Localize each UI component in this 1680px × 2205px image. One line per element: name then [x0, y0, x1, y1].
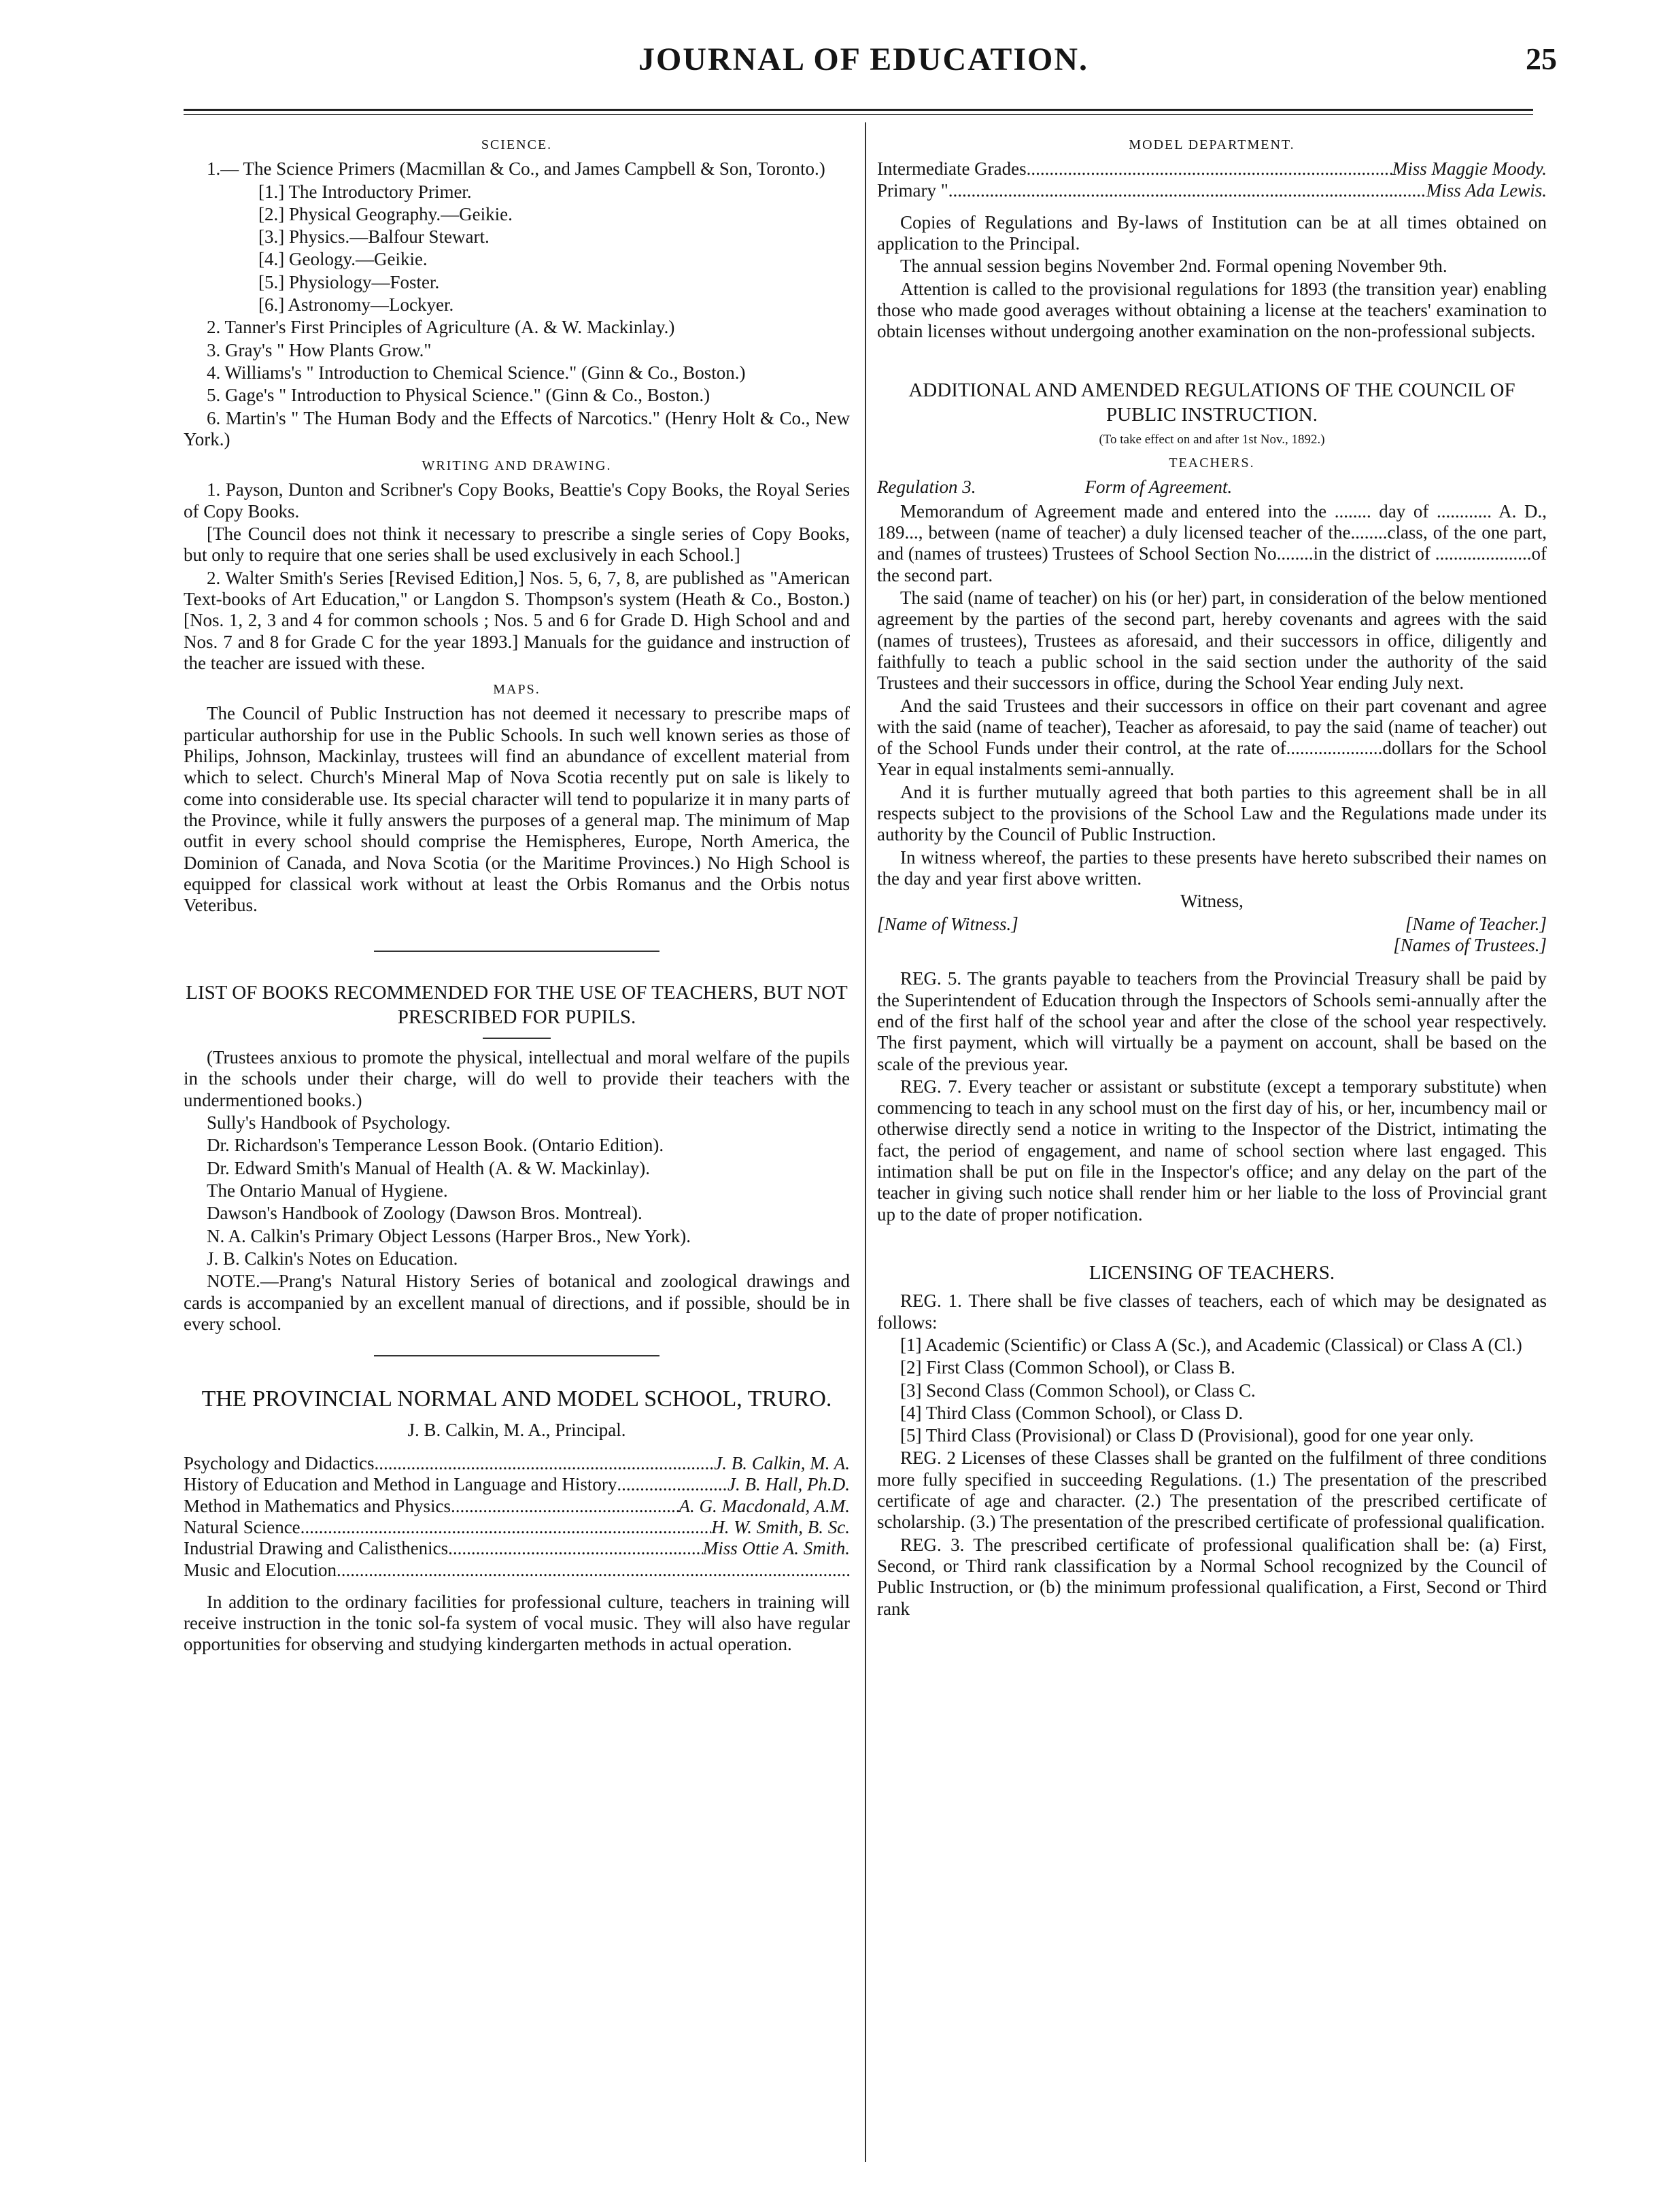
regulation-line [877, 477, 1547, 498]
book-item: Dr. Edward Smith's Manual of Health (A. & W. Mackinlay). [207, 1157, 651, 1178]
science-item: [6.] Astronomy—Lockyer. [258, 294, 454, 315]
class-item: [1] Academic (Scientific) or Class A (Sc.), and Academic (Classical) or Class A (Cl.) [900, 1334, 1522, 1355]
reg7: REG. 7. Every teacher or assistant or substitute (except a temporary substitute) when commencing to teach in any school must on the first day of his, or her, incumbency mail or otherwise directly send a notice in writing to the Inspector of the District, intimating the fact, the period of engagement, and name of school section where last engaged. This intimation shall be put on file in the Inspector's office; and any delay on the part of the teacher in giving such notice shall render him or her liable to the loss of Provincial grant up to the date of proper notification. [877, 1076, 1547, 1225]
book-item: Dr. Richardson's Temperance Lesson Book. (Ontario Edition). [207, 1135, 664, 1156]
model-teacher: Miss Maggie Moody. [1392, 158, 1547, 180]
book-item: Dawson's Handbook of Zoology (Dawson Bros. Montreal). [207, 1203, 642, 1224]
book-item: The Ontario Manual of Hygiene. [207, 1180, 448, 1201]
model-staff-row [877, 180, 1547, 201]
agreement-p5: In witness whereof, the parties to these presents have hereto subscribed their names on the day and year first above written. [877, 847, 1547, 889]
book-item: N. A. Calkin's Primary Object Lessons (Harper Bros., New York). [207, 1225, 691, 1246]
class-item: [5] Third Class (Provisional) or Class D (Provisional), good for one year only. [900, 1425, 1474, 1446]
header-rule-thin [184, 114, 1533, 115]
staff-name: J. B. Calkin, M. A. [714, 1452, 850, 1473]
reg5: REG. 5. The grants payable to teachers from the Provincial Treasury shall be paid by the Superintendent of Education through the Inspectors of Schools semi-annually after the end of the first half of the school year and after the close of the school year respectively. The first payment, which will virtually be a payment on account, shall be based on the scale of the previous year. [877, 968, 1547, 1074]
book-item: J. B. Calkin's Notes on Education. [207, 1248, 458, 1269]
licensing-reg1: REG. 1. There shall be five classes of teachers, each of which may be designated as follows: [877, 1290, 1547, 1333]
model-grade: Primary " [877, 180, 948, 201]
class-item: [3] Second Class (Common School), or Class C. [900, 1380, 1256, 1401]
maps-heading: MAPS. [493, 682, 541, 698]
regs-title: ADDITIONAL AND AMENDED REGULATIONS OF THE COUNCIL OF PUBLIC INSTRUCTION. [908, 379, 1515, 426]
books-note: NOTE.—Prang's Natural History Series of botanical and zoological drawings and cards is accompanied by an excellent manual of directions, and if possible, should be in every school. [184, 1271, 850, 1334]
section-rule [374, 1355, 659, 1356]
science-p2: 2. Tanner's First Principles of Agriculture (A. & W. Mackinlay.) [207, 317, 675, 338]
staff-row [184, 1496, 850, 1517]
staff-row [184, 1538, 850, 1559]
staff-row [184, 1560, 850, 1581]
section-rule [374, 951, 659, 952]
normal-principal: J. B. Calkin, M. A., Principal. [407, 1419, 626, 1440]
witness-label: Witness, [1180, 891, 1244, 912]
right-column [877, 129, 1547, 1621]
writing-p2: [The Council does not think it necessary to prescribe a single series of Copy Books, but only to require that one series shall be used exclusively in each School.] [184, 524, 850, 566]
writing-heading: WRITING AND DRAWING. [422, 458, 612, 474]
books-title: LIST OF BOOKS RECOMMENDED FOR THE USE OF TEACHERS, BUT NOT PRESCRIBED FOR PUPILS. [186, 981, 848, 1028]
agreement-p2: The said (name of teacher) on his (or her) part, in consideration of the below mentioned agreement by the parties of the second part, hereby covenants and agrees with the said (names of trustees), Trustees as aforesaid, and their successors in office, diligently and faithfully to teach a public school in the said section under the authority of the said Trustees and their successors in office, during the School Year ending July next. [877, 587, 1547, 694]
writing-p3: 2. Walter Smith's Series [Revised Edition,] Nos. 5, 6, 7, 8, are published as "American Text-books of Art Education," or Langdon S. Thompson's system (Heath & Co., Boston.) [Nos. 1, 2, 3 and 4 for common schools ; Nos. 5 and 6 for Grade D. High School and and Nos. 7 and 8 for Grade C for the year 1893.] Manuals for the guidance and instruction of the teacher are issued with these. [184, 567, 850, 673]
science-p4: 4. Williams's " Introduction to Chemical Science." (Ginn & Co., Boston.) [207, 362, 746, 383]
model-p2: The annual session begins November 2nd. Formal opening November 9th. [900, 256, 1447, 277]
science-item: [4.] Geology.—Geikie. [258, 249, 428, 270]
book-item: Sully's Handbook of Psychology. [207, 1112, 451, 1133]
books-intro: (Trustees anxious to promote the physical, intellectual and moral welfare of the pupils in the schools under their charge, will do well to provide their teachers with the undermentioned books.) [184, 1047, 850, 1110]
science-heading: SCIENCE. [481, 137, 553, 152]
staff-subject: Music and Elocution [184, 1559, 337, 1580]
normal-title: THE PROVINCIAL NORMAL AND MODEL SCHOOL, TRURO. [201, 1386, 832, 1412]
staff-subject: Psychology and Didactics [184, 1452, 375, 1473]
staff-name: Miss Ottie A. Smith. [702, 1538, 850, 1559]
staff-row [184, 1517, 850, 1538]
running-head [184, 41, 1557, 102]
normal-p1: In addition to the ordinary facilities for professional culture, teachers in training will receive instruction in the tonic sol-fa system of vocal music. They will also have regular opportunities for observing and studying kindergarten methods in actual operation. [184, 1591, 850, 1655]
staff-name: H. W. Smith, B. Sc. [711, 1516, 850, 1537]
staff-name: J. B. Hall, Ph.D. [727, 1474, 850, 1495]
science-p6: 6. Martin's " The Human Body and the Effects of Narcotics." (Henry Holt & Co., New York.) [184, 407, 850, 449]
agreement-p1: Memorandum of Agreement made and entered into the ........ day of ............ A. D., 189..., between (name of teacher) a duly licensed teacher of the........class, of the one part, and (names of trustees) Trustees of School Section No........in the district of .....................of the second part. [877, 500, 1547, 585]
staff-subject: Industrial Drawing and Calisthenics [184, 1538, 449, 1559]
agreement-p4: And it is further mutually agreed that both parties to this agreement shall be in all respects subject to the provisions of the School Law and the Regulations made under its authority by the Council of Public Instruction. [877, 781, 1547, 845]
header-rule [184, 109, 1533, 111]
journal-title: JOURNAL OF EDUCATION. [638, 41, 1089, 78]
staff-subject: History of Education and Method in Language and History [184, 1474, 617, 1495]
science-p5: 5. Gage's " Introduction to Physical Science." (Ginn & Co., Boston.) [207, 385, 710, 406]
science-item: [1.] The Introductory Primer. [258, 181, 472, 202]
model-teacher: Miss Ada Lewis. [1426, 180, 1547, 201]
licensing-reg2: REG. 2 Licenses of these Classes shall be granted on the fulfilment of three conditions more fully specified in succeeding Regulations. (1.) The presentation of the prescribed certificate of age and character. (2.) The presentation of the prescribed certificate of scholarship. (3.) The presentation of the prescribed certificate of professional qualification. [877, 1448, 1547, 1533]
staff-row [184, 1453, 850, 1474]
science-item: [3.] Physics.—Balfour Stewart. [258, 226, 490, 247]
short-rule [483, 1038, 551, 1039]
science-p3: 3. Gray's " How Plants Grow." [207, 339, 432, 360]
signature-teacher: [Name of Teacher.] [1405, 913, 1547, 934]
model-p3: Attention is called to the provisional regulations for 1893 (the transition year) enabling those who made good averages without obtaining a license at the teachers' examination to obtain licenses without undergoing another examination on the non-professional subjects. [877, 278, 1547, 342]
signature-witness: [Name of Witness.] [877, 913, 1018, 934]
science-p1: 1.— The Science Primers (Macmillan & Co., and James Campbell & Son, Toronto.) [207, 158, 825, 180]
agreement-p3: And the said Trustees and their successors in office on their part covenant and agree with the said (name of teacher), Teacher as aforesaid, to pay the said (name of teacher) out of the School Funds under their control, at the rate of.....................dollars for the School Year in equal instalments semi-annually. [877, 695, 1547, 780]
regs-note: (To take effect on and after 1st Nov., 1892.) [1099, 432, 1325, 447]
left-column [184, 129, 850, 1657]
writing-p1: 1. Payson, Dunton and Scribner's Copy Books, Beattie's Copy Books, the Royal Series of Copy Books. [184, 479, 850, 522]
model-grade: Intermediate Grades [877, 158, 1027, 180]
model-heading: MODEL DEPARTMENT. [1129, 137, 1295, 152]
teachers-heading: TEACHERS. [1169, 456, 1255, 471]
column-divider [865, 122, 866, 2162]
licensing-reg3: REG. 3. The prescribed certificate of professional qualification shall be: (a) First, Second, or Third rank classification by a Normal School recognized by the Council of Public Instruction, or (b) the minimum professional qualification, a First, Second or Third rank [877, 1534, 1547, 1619]
model-staff-row [877, 158, 1547, 180]
science-item: [2.] Physical Geography.—Geikie. [258, 203, 513, 224]
class-item: [2] First Class (Common School), or Class B. [900, 1357, 1235, 1378]
page-number: 25 [1526, 41, 1557, 76]
class-item: [4] Third Class (Common School), or Class D. [900, 1402, 1244, 1423]
science-item: [5.] Physiology—Foster. [258, 271, 440, 292]
maps-p1: The Council of Public Instruction has not deemed it necessary to prescribe maps of particular authorship for use in the Public Schools. In such well known series as those of Philips, Johnson, Mackinlay, trustees will find an abundance of excellent material from which to select. Church's Mineral Map of Nova Scotia recently put on sale is likely to come into considerable use. Its special character will tend to popularize it in many parts of the Province, while it fully answers the purposes of a general map. The minimum of Map outfit in every school should comprise the Hemispheres, Europe, North America, the Dominion of Canada, and Nova Scotia (or the Maritime Provinces.) No High School is equipped for classical work without at least the Orbis Romanus and the Orbis notus Veteribus. [184, 703, 850, 916]
regulation-form: Form of Agreement. [1084, 477, 1233, 498]
licensing-title: LICENSING OF TEACHERS. [1088, 1262, 1335, 1284]
regulation-label: Regulation 3. [877, 477, 976, 498]
staff-subject: Natural Science [184, 1516, 301, 1537]
signature-line [877, 914, 1547, 935]
staff-subject: Method in Mathematics and Physics [184, 1495, 451, 1516]
staff-row [184, 1474, 850, 1495]
model-p1: Copies of Regulations and By-laws of Institution can be at all times obtained on application to the Principal. [877, 211, 1547, 254]
staff-name: A. G. Macdonald, A.M. [679, 1495, 850, 1516]
signature-trustees: [Names of Trustees.] [1393, 934, 1547, 955]
